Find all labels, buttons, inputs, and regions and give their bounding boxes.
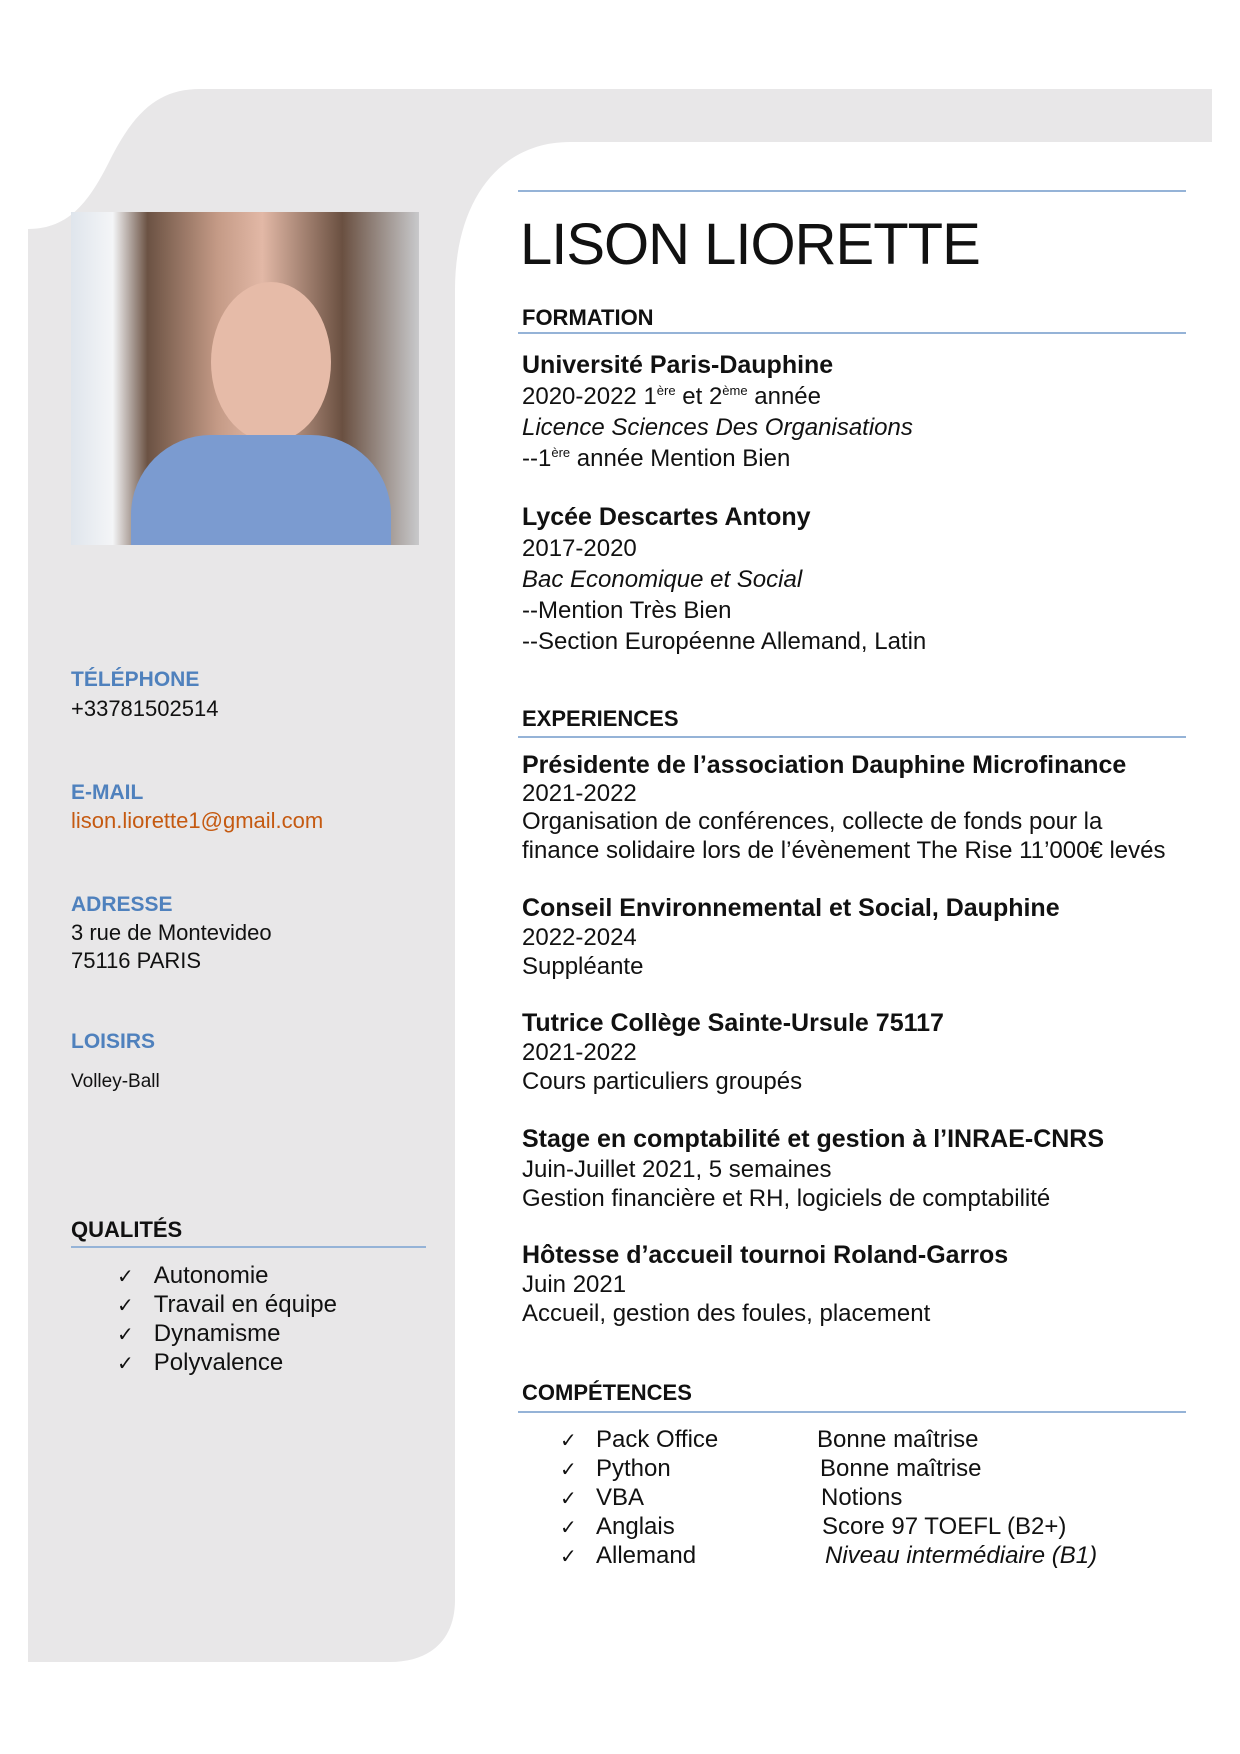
address-label: ADRESSE (71, 893, 173, 916)
experience-title: Tutrice Collège Sainte-Ursule 75117 (522, 1009, 944, 1037)
experience-title: Présidente de l’association Dauphine Microfinance (522, 751, 1127, 779)
quality-item (117, 1320, 337, 1349)
email-label: E-MAIL (71, 781, 144, 804)
experience-date: Juin-Juillet 2021, 5 semaines (522, 1155, 832, 1183)
quality-item (117, 1262, 337, 1291)
check-icon: ✓ (560, 1517, 577, 1539)
address-line1: 3 rue de Montevideo (71, 920, 272, 945)
quality-label: Polyvalence (153, 1349, 284, 1376)
experience-title: Conseil Environnemental et Social, Dauphine (522, 894, 1060, 922)
experience-desc: Suppléante (522, 953, 644, 980)
skill-item (560, 1484, 1097, 1513)
phone-label: TÉLÉPHONE (71, 668, 200, 691)
hobbies-label: LOISIRS (71, 1030, 156, 1053)
skill-name: Python (596, 1455, 671, 1482)
formation-item (522, 350, 913, 474)
experience-date: 2021-2022 (522, 779, 637, 807)
qualities-list (117, 1262, 337, 1378)
experience-item (522, 894, 1060, 981)
quality-item (117, 1349, 337, 1378)
email-link[interactable]: lison.liorette1@gmail.com (71, 808, 324, 833)
experience-desc: Accueil, gestion des foules, placement (522, 1300, 931, 1327)
skill-item (560, 1426, 1097, 1455)
skill-name: Anglais (596, 1513, 675, 1540)
skill-level: Niveau intermédiaire (B1) (825, 1542, 1098, 1569)
formation-note: --Section Européenne Allemand, Latin (522, 628, 927, 655)
address-line2: 75116 PARIS (71, 948, 202, 973)
top-rule (518, 190, 1186, 192)
quality-label: Autonomie (153, 1262, 269, 1289)
experience-item (522, 751, 1166, 865)
check-icon: ✓ (117, 1324, 134, 1346)
check-icon: ✓ (560, 1546, 577, 1568)
skill-level: Score 97 TOEFL (B2+) (822, 1513, 1067, 1540)
degree: Licence Sciences Des Organisations (522, 414, 913, 441)
experience-date: 2022-2024 (522, 924, 637, 951)
experience-desc: Organisation de conférences, collecte de fonds pour la (522, 808, 1103, 835)
experience-date: Juin 2021 (522, 1271, 627, 1298)
formation-item (522, 502, 926, 657)
check-icon: ✓ (117, 1295, 134, 1317)
skills-title: COMPÉTENCES (522, 1380, 692, 1405)
skill-item (560, 1513, 1097, 1542)
experience-item (522, 1241, 1008, 1328)
qualities-rule (71, 1246, 426, 1248)
skill-level: Notions (821, 1484, 903, 1511)
quality-item (117, 1291, 337, 1320)
experience-desc: Cours particuliers groupés (522, 1068, 803, 1095)
experience-item (522, 1125, 1104, 1214)
experience-item (522, 1009, 944, 1096)
skill-name: Pack Office (596, 1426, 719, 1453)
skill-item (560, 1455, 1097, 1484)
skills-list (560, 1426, 1097, 1571)
hobby-item: Volley-Ball (71, 1071, 160, 1092)
qualities-title: QUALITÉS (71, 1217, 183, 1242)
experience-title: Stage en comptabilité et gestion à l’INRAE-CNRS (522, 1125, 1105, 1153)
quality-label: Travail en équipe (153, 1291, 338, 1318)
skill-name: VBA (596, 1484, 645, 1511)
school-name: Université Paris-Dauphine (522, 351, 834, 379)
check-icon: ✓ (117, 1353, 134, 1375)
skill-level: Bonne maîtrise (817, 1426, 979, 1453)
profile-photo (71, 212, 419, 545)
formation-note: --1ère année Mention Bien (522, 445, 791, 472)
formation-years: 2020-2022 1ère et 2ème année (522, 383, 821, 410)
candidate-name: LISON LIORETTE (520, 212, 980, 277)
check-icon: ✓ (560, 1430, 577, 1452)
skills-rule (518, 1411, 1186, 1413)
check-icon: ✓ (560, 1488, 577, 1510)
formation-years: 2017-2020 (522, 535, 637, 562)
degree: Bac Economique et Social (522, 566, 803, 593)
quality-label: Dynamisme (153, 1320, 281, 1347)
phone-value: +33781502514 (71, 696, 219, 721)
skill-level: Bonne maîtrise (820, 1455, 982, 1482)
formation-note: --Mention Très Bien (522, 597, 732, 624)
experiences-title: EXPERIENCES (522, 706, 679, 731)
formation-title: FORMATION (522, 305, 654, 330)
formation-rule (518, 332, 1186, 334)
skill-name: Allemand (596, 1542, 697, 1569)
check-icon: ✓ (560, 1459, 577, 1481)
school-name: Lycée Descartes Antony (522, 503, 811, 531)
skill-item (560, 1542, 1097, 1571)
experience-desc: Gestion financière et RH, logiciels de comptabilité (522, 1185, 1051, 1212)
experience-title: Hôtesse d’accueil tournoi Roland-Garros (522, 1241, 1009, 1269)
experience-desc: finance solidaire lors de l’évènement The Rise 11’000€ levés (522, 836, 1166, 864)
check-icon: ✓ (117, 1266, 134, 1288)
experience-date: 2021-2022 (522, 1039, 637, 1066)
experiences-rule (518, 736, 1186, 738)
